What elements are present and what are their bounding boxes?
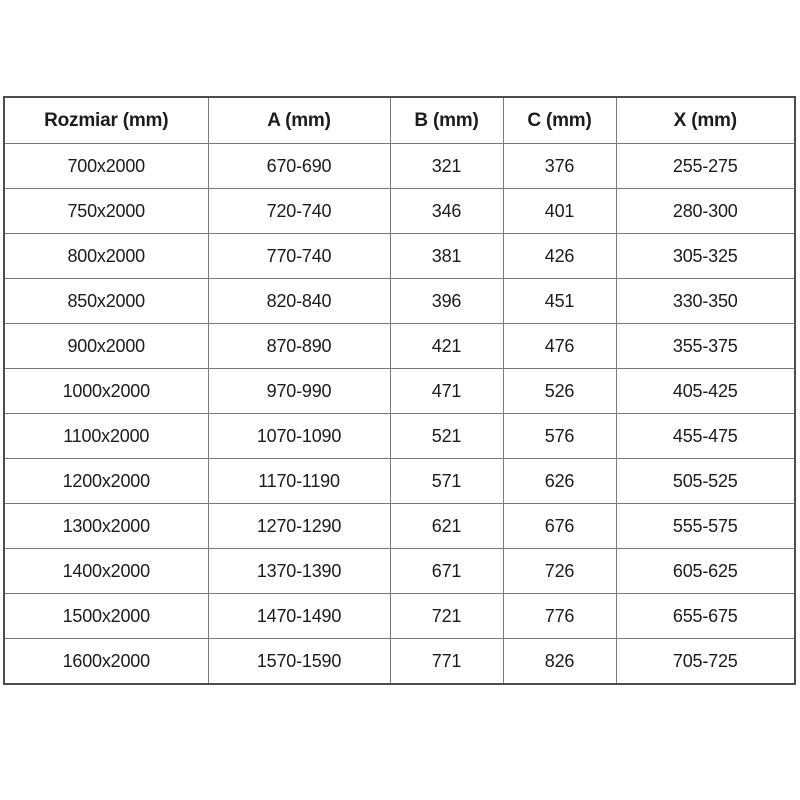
table-cell: 576: [503, 414, 616, 459]
table-row: [4, 144, 795, 189]
table-cell: 655-675: [616, 594, 795, 639]
table-cell: 820-840: [208, 279, 390, 324]
table-cell: 355-375: [616, 324, 795, 369]
table-cell: 1470-1490: [208, 594, 390, 639]
table-row: [4, 369, 795, 414]
table-cell: 1000x2000: [4, 369, 208, 414]
table-row: [4, 459, 795, 504]
table-cell: 405-425: [616, 369, 795, 414]
table-cell: 776: [503, 594, 616, 639]
table-cell: 970-990: [208, 369, 390, 414]
table-row: [4, 189, 795, 234]
table-cell: 426: [503, 234, 616, 279]
table-cell: 526: [503, 369, 616, 414]
table-cell: 605-625: [616, 549, 795, 594]
table-cell: 1370-1390: [208, 549, 390, 594]
table-cell: 900x2000: [4, 324, 208, 369]
table-cell: 381: [390, 234, 503, 279]
table-cell: 1300x2000: [4, 504, 208, 549]
table-row: [4, 324, 795, 369]
table-cell: 346: [390, 189, 503, 234]
table-cell: 750x2000: [4, 189, 208, 234]
column-header: C (mm): [503, 97, 616, 144]
table-cell: 476: [503, 324, 616, 369]
table-cell: 255-275: [616, 144, 795, 189]
table-cell: 555-575: [616, 504, 795, 549]
table-cell: 670-690: [208, 144, 390, 189]
table-cell: 451: [503, 279, 616, 324]
table-row: [4, 504, 795, 549]
table-cell: 1400x2000: [4, 549, 208, 594]
column-header: Rozmiar (mm): [4, 97, 208, 144]
table-cell: 1170-1190: [208, 459, 390, 504]
table-cell: 1570-1590: [208, 639, 390, 685]
table-cell: 330-350: [616, 279, 795, 324]
table-cell: 1100x2000: [4, 414, 208, 459]
table-cell: 505-525: [616, 459, 795, 504]
table-cell: 280-300: [616, 189, 795, 234]
table-cell: 471: [390, 369, 503, 414]
table-row: [4, 594, 795, 639]
table-cell: 720-740: [208, 189, 390, 234]
table-cell: 671: [390, 549, 503, 594]
table-body: [4, 144, 795, 685]
table-cell: 800x2000: [4, 234, 208, 279]
table-cell: 1070-1090: [208, 414, 390, 459]
table-cell: 676: [503, 504, 616, 549]
table-cell: 521: [390, 414, 503, 459]
table-row: [4, 414, 795, 459]
table-cell: 621: [390, 504, 503, 549]
table-row: [4, 549, 795, 594]
table-cell: 721: [390, 594, 503, 639]
table-cell: 700x2000: [4, 144, 208, 189]
column-header: B (mm): [390, 97, 503, 144]
table-cell: 726: [503, 549, 616, 594]
table-cell: 850x2000: [4, 279, 208, 324]
table-cell: 305-325: [616, 234, 795, 279]
table-cell: 321: [390, 144, 503, 189]
table-cell: 396: [390, 279, 503, 324]
table-cell: 571: [390, 459, 503, 504]
table-row: [4, 234, 795, 279]
table-cell: 1600x2000: [4, 639, 208, 685]
table-cell: 1500x2000: [4, 594, 208, 639]
table-cell: 1200x2000: [4, 459, 208, 504]
table-header-row: [4, 97, 795, 144]
table-cell: 376: [503, 144, 616, 189]
table-row: [4, 279, 795, 324]
table-cell: 826: [503, 639, 616, 685]
table-cell: 401: [503, 189, 616, 234]
column-header: A (mm): [208, 97, 390, 144]
table-cell: 870-890: [208, 324, 390, 369]
table-cell: 770-740: [208, 234, 390, 279]
table-cell: 1270-1290: [208, 504, 390, 549]
table-cell: 705-725: [616, 639, 795, 685]
table-cell: 771: [390, 639, 503, 685]
table-cell: 421: [390, 324, 503, 369]
size-dimensions-table: [3, 96, 796, 685]
column-header: X (mm): [616, 97, 795, 144]
table-cell: 626: [503, 459, 616, 504]
table-cell: 455-475: [616, 414, 795, 459]
table-row: [4, 639, 795, 685]
